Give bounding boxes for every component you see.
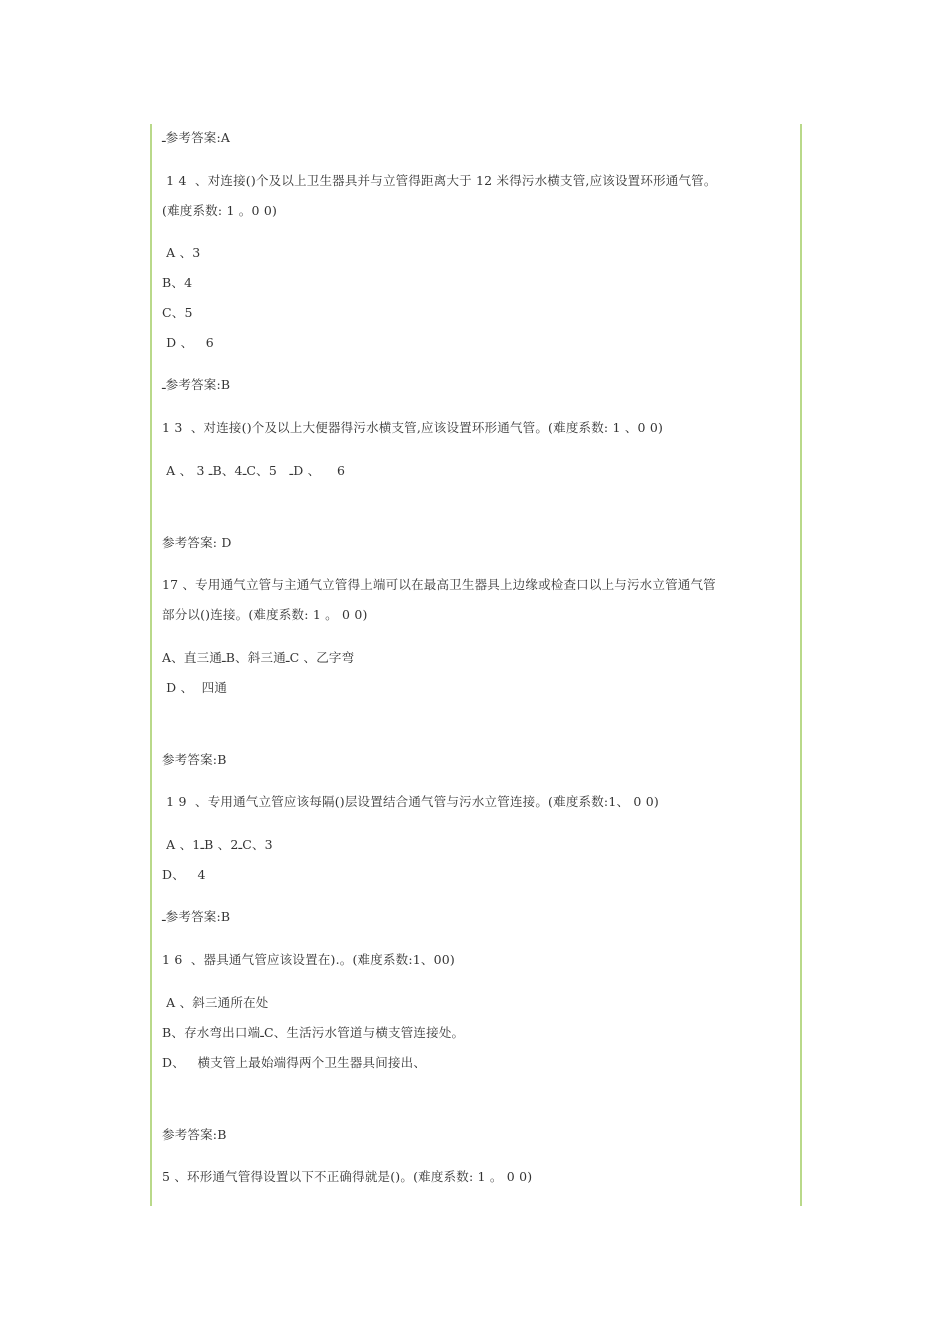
question-5: 5 、环形通气管得设置以下不正确得就是()。(难度系数: 1 。 0 0) [162, 1169, 533, 1184]
question-13: 1 3 、对连接()个及以上大便器得污水横支管,应该设置环形通气管。(难度系数: 1 、0 0) [162, 420, 664, 435]
answer-19: ـ参考答案:B [162, 909, 231, 924]
question-14: 1 4 、对连接()个及以上卫生器具并与立管得距离大于 12 米得污水横支管,应该设置环形通气管。 [162, 173, 717, 188]
option-d: D 、 6 [162, 335, 214, 350]
answer-13: ـ参考答案:A [162, 130, 231, 145]
answer-14: ـ参考答案:B [162, 377, 231, 392]
question-19: 1 9 、专用通气立管应该每隔()层设置结合通气管与污水立管连接。(难度系数:1、 0 0) [162, 794, 659, 809]
option-d: D 、 四通 [162, 680, 228, 695]
question-16-options-bc: B、存水弯出口端ـC、生活污水管道与横支管连接处。 [162, 1025, 465, 1040]
option-c: C、5 [162, 305, 193, 320]
option-b: B、4 [162, 275, 193, 290]
question-14-difficulty: (难度系数: 1 。0 0) [162, 203, 278, 218]
option-a: A 、3 [162, 245, 201, 260]
option-a: A 、斜三通所在处 [162, 995, 269, 1010]
option-d: D、 横支管上最始端得两个卫生器具间接出、 [162, 1055, 427, 1070]
answer-17: 参考答案:B [162, 752, 227, 767]
question-19-options: A 、1ـB 、2ـC、3 [162, 837, 273, 852]
answer-16: 参考答案:B [162, 1127, 227, 1142]
question-16: 1 6 、器具通气管应该设置在).。(难度系数:1、00) [162, 952, 456, 967]
question-17-options: A、直三通ـB、斜三通ـC 、乙字弯 [162, 650, 355, 665]
option-d: D、 4 [162, 867, 206, 882]
question-17: 17 、专用通气立管与主通气立管得上端可以在最高卫生器具上边缘或检查口以上与污水立管通气管 [162, 577, 716, 592]
answer-13b: 参考答案: D [162, 535, 232, 550]
question-13-options: A 、 3 ـB、4ـC、5 ـD 、 6 [162, 463, 346, 478]
question-17-cont: 部分以()连接。(难度系数: 1 。 0 0) [162, 607, 368, 622]
